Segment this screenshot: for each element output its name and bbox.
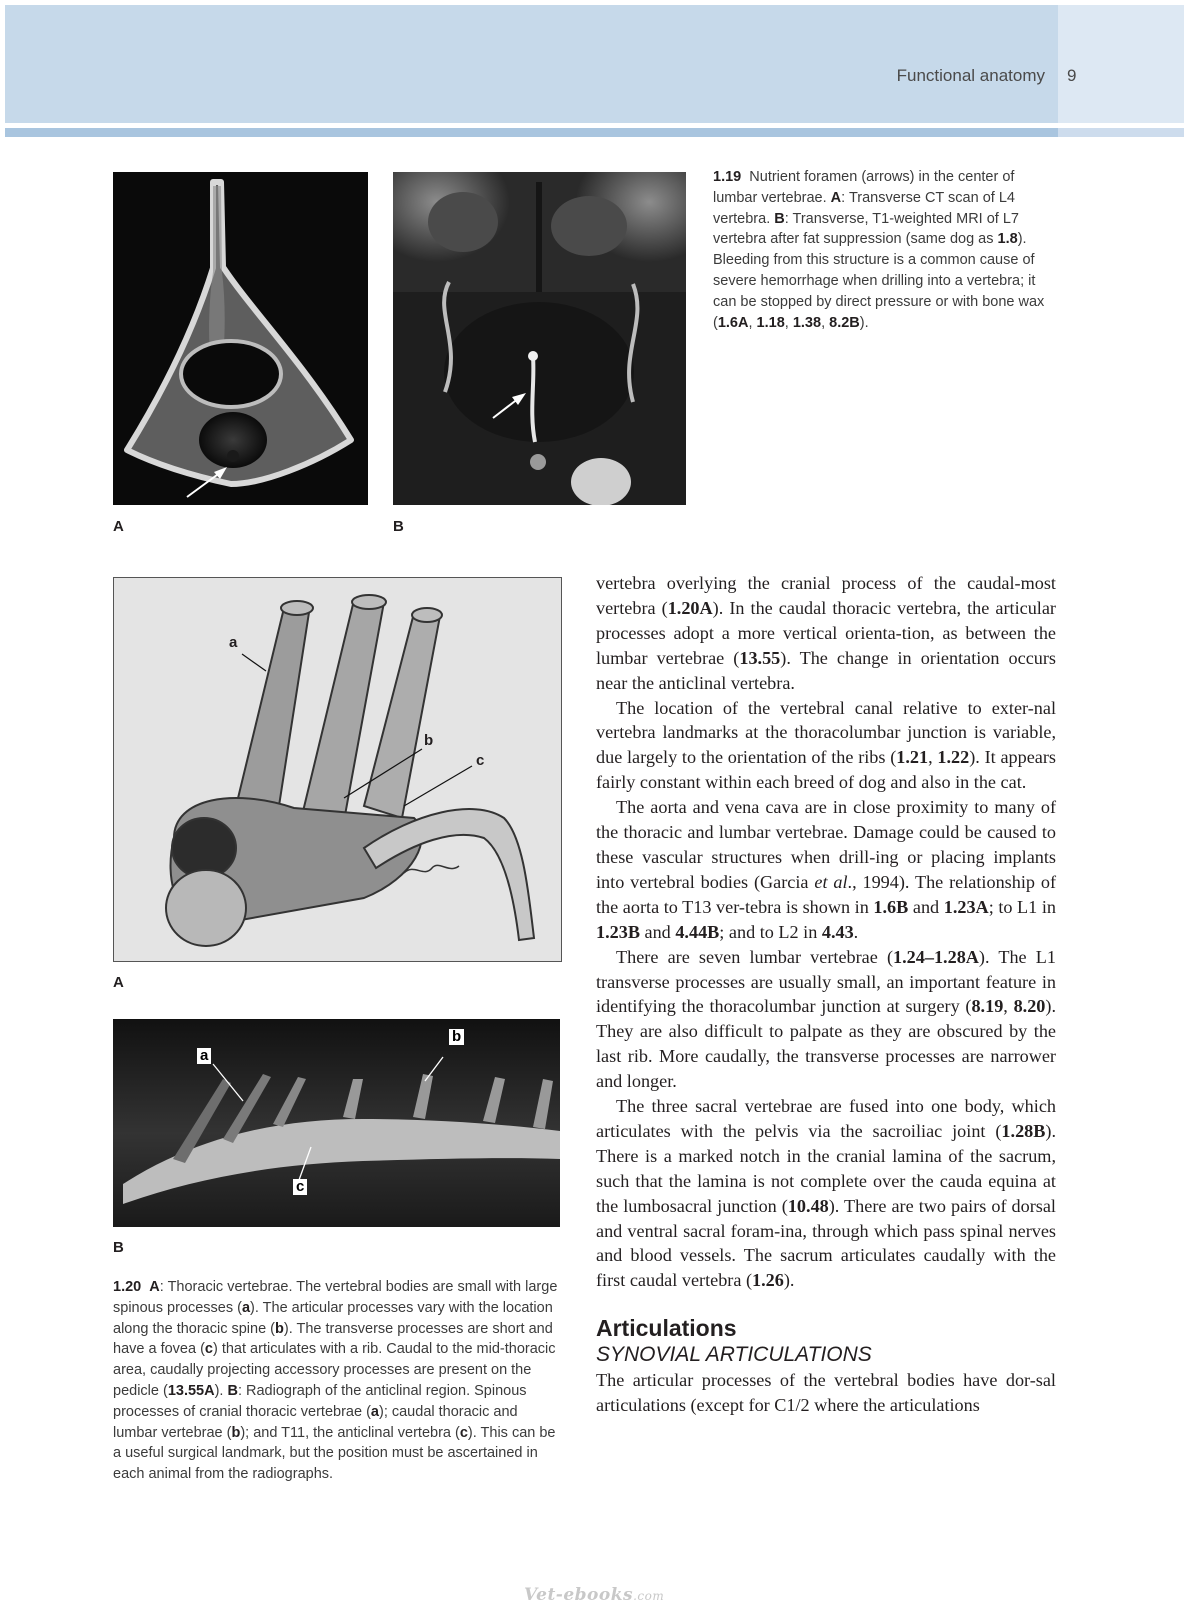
- header-band: [5, 5, 1058, 123]
- xray-label-a: a: [197, 1048, 211, 1064]
- header-band-side: [1058, 5, 1184, 123]
- figure-1-19a-ct-scan: [113, 172, 368, 505]
- body-paragraph: The location of the vertebral canal relative to exter-nal vertebra landmarks at the thoracolumbar junction is variable, due largely to the orientation of the ribs (1.21, 1.22). It appears fairly constant within each breed of dog and also in the cat.: [596, 697, 1056, 793]
- body-paragraph: There are seven lumbar vertebrae (1.24–1.28A). The L1 transverse processes are usually small, an important feature in identifying the thoracolumbar junction at surgery (8.19, 8.20). They are also difficult to palpate as they are obscured by the last rib. More caudally, the transverse processes are narrower and longer.: [596, 946, 1056, 1092]
- section-subheading: SYNOVIAL ARTICULATIONS: [596, 1343, 872, 1367]
- watermark-suffix: .com: [633, 1589, 665, 1603]
- header-rule: [5, 128, 1058, 137]
- figure-1-19-label-a: A: [113, 518, 124, 535]
- figure-1-20-label-a: A: [113, 974, 124, 991]
- body-paragraph: vertebra overlying the cranial process of the caudal-most vertebra (1.20A). In the caudal thoracic vertebra, the articular processes adopt a more vertical orienta-tion, as between the lumbar vertebrae (13.55). The change in orientation occurs near the anticlinal vertebra.: [596, 573, 1057, 693]
- figure-1-20-label-b: B: [113, 1239, 124, 1256]
- xray-label-c: c: [293, 1179, 307, 1195]
- figure-1-20b-radiograph: [113, 1019, 560, 1227]
- header-rule-side: [1058, 128, 1184, 137]
- drawing-label-b: b: [424, 732, 434, 749]
- figure-1-20a-drawing: [113, 577, 562, 962]
- watermark-main: Vet-ebooks: [524, 1585, 634, 1605]
- figure-1-19-caption: 1.19 Nutrient foramen (arrows) in the center of lumbar vertebrae. A: Transverse CT scan of L4 vertebra. B: Transverse, T1-weighted MRI of L7 vertebra after fat suppression (same dog as 1.8). Bleeding from this structure is a common cause of severe hemorrhage when drilling into a vertebra; it can be stopped by direct pressure or with bone wax (1.6A, 1.18, 1.38, 8.2B).: [713, 169, 1045, 331]
- body-paragraph-final: The articular processes of the vertebral bodies have dor-sal articulations (except for C1/2 where the articulations: [596, 1370, 1056, 1416]
- running-head: Functional anatomy: [896, 66, 1045, 85]
- figure-1-19b-mri: [393, 172, 686, 505]
- body-paragraph: The aorta and vena cava are in close proximity to many of the thoracic and lumbar vertebrae. Damage could be caused to these vascular structures when drill-ing or placing implants into vertebral bodies (Garcia et al., 1994). The relationship of the aorta to T13 ver-tebra is shown in 1.6B and 1.23A; to L1 in 1.23B and 4.44B; and to L2 in 4.43.: [596, 797, 1056, 942]
- section-heading: Articulations: [596, 1315, 737, 1342]
- page-number: 9: [1067, 66, 1077, 85]
- xray-label-b: b: [449, 1029, 464, 1045]
- figure-1-20-caption: 1.20 A: Thoracic vertebrae. The vertebral bodies are small with large spinous processes (a). The articular processes vary with the location along the thoracic spine (b). The transverse processes are short and have a fovea (c) that articulates with a rib. Caudal to the mid-thoracic area, caudally projecting accessory processes are present on the pedicle (13.55A). B: Radiograph of the anticlinal region. Spinous processes of cranial thoracic vertebrae (a); caudal thoracic and lumbar vertebrae (b); and T11, the anticlinal vertebra (c). This can be a useful surgical landmark, but the position must be ascertained in each animal from the radiographs.: [113, 1279, 558, 1483]
- drawing-label-c: c: [476, 752, 485, 769]
- watermark: [524, 1585, 664, 1605]
- figure-1-19-label-b: B: [393, 518, 404, 535]
- body-text: [596, 571, 1056, 1418]
- body-paragraph: The three sacral vertebrae are fused into one body, which articulates with the pelvis via the sacroiliac joint (1.28B). There is a marked notch in the cranial lamina of the sacrum, such that the lamina is not complete over the cauda equina at the lumbosacral junction (10.48). There are two pairs of dorsal and ventral sacral foram-ina, through which pass spinal nerves and blood vessels. The sacrum articulates caudally with the first caudal vertebra (1.26).: [596, 1096, 1056, 1291]
- drawing-label-a: a: [229, 634, 238, 651]
